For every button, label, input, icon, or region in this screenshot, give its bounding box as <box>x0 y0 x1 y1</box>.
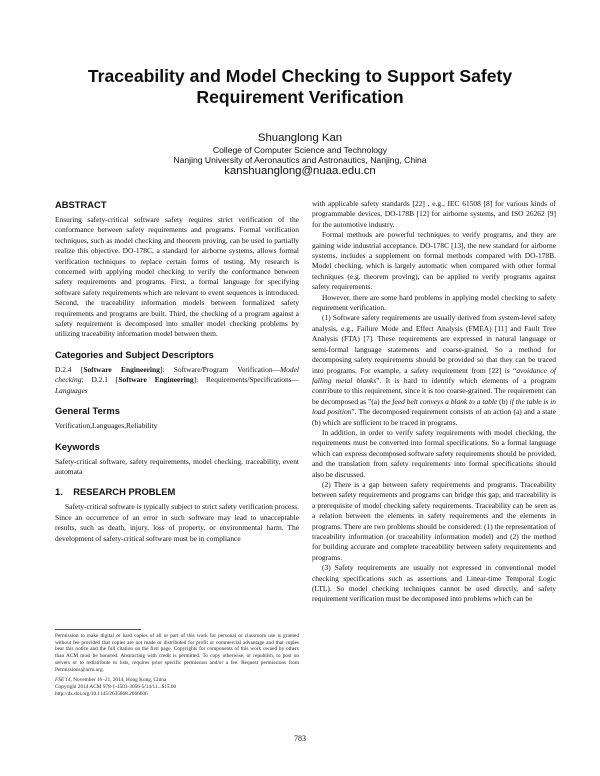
body-paragraph: with applicable safety standards [22] , e.g., IEC 61508 [8] for various kinds of programmable devices, DO-178B [12] for airborne systems, and ISO 26262 [9] for the automotive industry. <box>312 199 556 229</box>
research-problem-paragraph: Safety-critical software is typically subject to strict safety verification process. Since an occurrence of an error in such software may lead to unacceptable results, such as death, injury, loss of property, or environmental harm. The development of safety-critical software must be in compliance <box>55 502 299 543</box>
author-name: Shuanglong Kan <box>257 132 343 144</box>
keywords-heading: Keywords <box>55 440 100 452</box>
body-paragraph: (3) Safety requirements are usually not expressed in conventional model checking specifications such as assertions and Linear-time Temporal Logic (LTL). So model checking techniques cannot be used directly, and safety requirement verification must be decomposed into problems which can be <box>312 563 556 604</box>
keywords-text: Safety-critical software, safety requirements, model checking, traceability, event automata <box>55 456 299 476</box>
footnote-rule <box>55 629 141 630</box>
body-paragraph: In addition, in order to verify safety requirements with model checking, the requirements must be converted into formal specifications. So a formal language which can express decomposed software safety requirements should be provided, and the translation from safety requirements into formal specifications should also be discussed. <box>312 427 556 479</box>
conference-line: FSE'14, November 16–21, 2014, Hong Kong, China <box>55 677 167 684</box>
body-paragraph: (1) Software safety requirements are usually derived from system-level safety analysis, e.g., Failure Mode and Effect Analysis (FMEA) [11] and Fault Tree Analysis (FTA) [7]. These requirements are expressed in natural language or semi-formal language statements and coarse-grained. So a method for decomposing safety requirements should be provided so that they can be traced into programs. For example, a safety requirement from [22] is “avoidance of falling metal blanks”. It is hard to identify which elements of a program contribute to this requirement, since it is too coarse-grained. The requirement can be decomposed as ”(a) the feed belt conveys a blank to a table (b) if the table is in load position”. The decomposed requirement consists of an action (a) and a state (b) which are sufficient to be traced in programs. <box>312 313 556 427</box>
paper-title <box>60 66 540 107</box>
copyright-line: Copyright 2014 ACM 978-1-4503-3056-5/14/11...$15.00 <box>55 683 177 690</box>
abstract-heading: ABSTRACT <box>55 199 107 210</box>
research-problem-heading: 1. RESEARCH PROBLEM <box>55 486 176 498</box>
author-email: kanshuanglong@nuaa.edu.cn <box>224 165 376 177</box>
permission-block <box>55 629 299 698</box>
title-line-2: Requirement Verification <box>196 86 404 107</box>
affiliation-line-1: College of Computer Science and Technology <box>212 145 388 155</box>
categories-heading: Categories and Subject Descriptors <box>55 348 214 360</box>
categories-text: D.2.4 [Software Engineering]: Software/Program Verification—Model checking; D.2.1 [Software Engineering]: Requirements/Specifications—Languages <box>55 364 299 395</box>
permission-text: Permission to make digital or hard copies of all or part of this work for personal or classroom use is granted without fee provided that copies are not made or distributed for profit or commercial advantage and that copies bear this notice and the full citation on the first page. Copyrights for components of this work owned by others than ACM must be honored. Abstracting with credit is permitted. To copy otherwise, or republish, to post on servers or to redistribute to lists, requires prior specific permission and/or a fee. Request permissions from Permissions@acm.org. <box>55 632 299 674</box>
general-terms-heading: General Terms <box>55 405 120 417</box>
page-number: 783 <box>294 734 306 743</box>
body-paragraph: Formal methods are powerful techniques to verify programs, and they are gaining wide industrial acceptance. DO-178C [13], the new standard for airborne systems, includes a supplement on formal methods compared with DO-178B. Model checking, which is largely automatic when compared with other formal techniques (e.g. theorem proving), can be applied to verify programs against safety requirements. <box>312 230 556 292</box>
body-paragraph: However, there are some hard problems in applying model checking to safety requirement verification. <box>312 292 556 313</box>
doi-link[interactable]: http://dx.doi.org/10.1145/2635868.2666606 <box>55 690 148 697</box>
abstract-text: Ensuring safety-critical software safety requires strict verification of the conformance between safety requirements and programs. Formal verification techniques, such as model checking and theorem proving, can be used to partially realize this objective. DO-178C, a standard for airborne systems, allows formal verification techniques to replace certain forms of testing. My research is concerned with applying model checking to verify the conformance between safety requirements and programs. First, a formal language for specifying software safety requirements which are relevant to event sequences is introduced. Second, the traceability information models between formalized safety requirements and programs are built. Third, the checking of a program against a safety requirement is decomposed into smaller model checking problems by utilizing traceability information model between them. <box>55 215 299 339</box>
conference-info <box>55 677 299 698</box>
affiliation-line-2: Nanjing University of Aeronautics and Astronautics, Nanjing, China <box>173 155 427 165</box>
title-line-1: Traceability and Model Checking to Support Safety <box>87 66 513 86</box>
left-column <box>55 199 299 544</box>
body-paragraph: (2) There is a gap between safety requirements and programs. Traceability between safety requirements and programs can bridge this gap, and traceability is a prerequisite of model checking safety requirements. Traceability can be seen as a relation between the elements in safety requirements and the elements in programs. There are two problems should be considered: (1) the representation of traceability information (or traceability information model) and (2) the method for building accurate and complete traceability between safety requirements and programs. <box>312 479 556 562</box>
general-terms-text: Verification,Languages,Reliability <box>55 421 158 431</box>
right-column <box>312 199 556 605</box>
